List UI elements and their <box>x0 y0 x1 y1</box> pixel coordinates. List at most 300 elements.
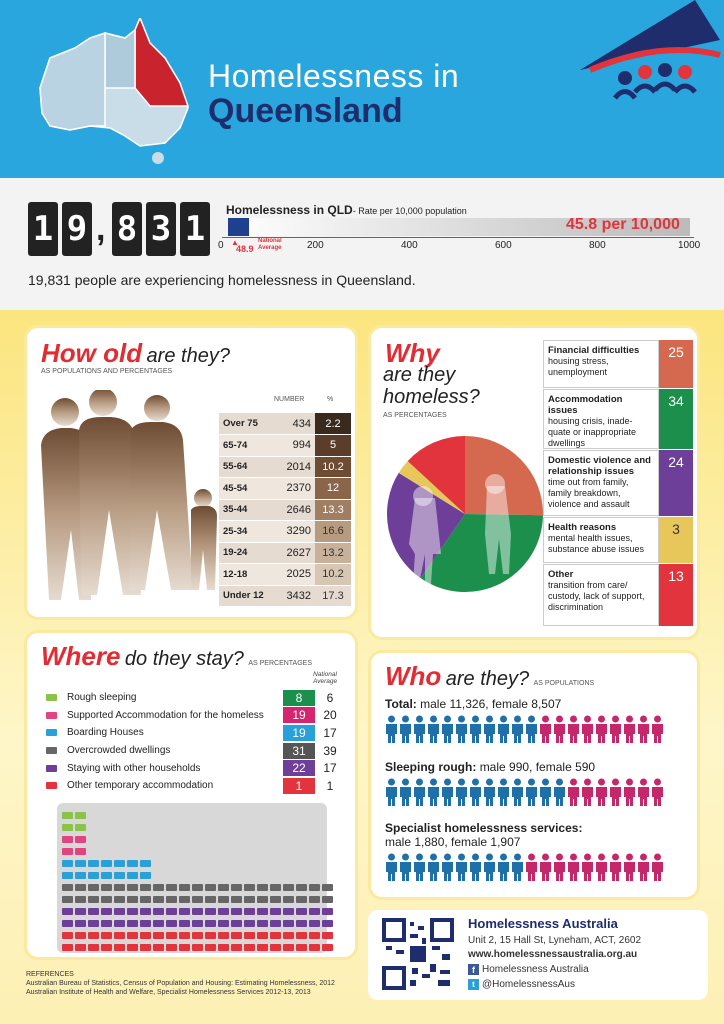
male-person-icon <box>511 778 524 806</box>
bed-icon <box>166 944 177 951</box>
bed-icon <box>244 884 255 891</box>
bed-icon <box>88 944 99 951</box>
bed-icon <box>192 896 203 903</box>
reason-row <box>543 389 693 449</box>
female-person-icon <box>623 715 636 743</box>
male-person-icon <box>497 778 510 806</box>
bed-icon <box>218 944 229 951</box>
who-group <box>385 760 695 811</box>
rate-axis <box>222 237 694 238</box>
bed-icon <box>114 884 125 891</box>
stay-value: 19 <box>283 725 315 741</box>
bed-icon <box>62 908 73 915</box>
bed-icon <box>218 932 229 939</box>
male-person-icon <box>511 715 524 743</box>
bed-icon <box>231 884 242 891</box>
stay-row <box>45 689 345 707</box>
bed-icon <box>231 932 242 939</box>
bed-icon <box>153 920 164 927</box>
bed-icon <box>192 944 203 951</box>
stay-value: 8 <box>283 690 315 706</box>
reason-title: Financial difficulties <box>548 345 640 356</box>
bed-icon <box>75 884 86 891</box>
bed-icon <box>205 932 216 939</box>
bed-icon <box>322 920 333 927</box>
bed-icon <box>309 896 320 903</box>
male-person-icon <box>385 853 398 881</box>
age-number: 2025 <box>277 564 315 586</box>
age-pct: 10.2 <box>315 456 351 478</box>
bed-icon <box>62 824 73 831</box>
beds-graphic <box>57 803 327 953</box>
bed-icon <box>101 908 112 915</box>
stay-list <box>45 689 345 795</box>
bed-icon <box>46 747 57 754</box>
bed-icon <box>140 932 151 939</box>
female-person-icon <box>539 715 552 743</box>
bed-icon <box>218 908 229 915</box>
reason-title: Other <box>548 569 574 580</box>
homelessness-australia-logo <box>570 0 724 110</box>
stay-row <box>45 777 345 795</box>
bed-icon <box>75 848 86 855</box>
bed-icon <box>88 860 99 867</box>
age-sub: AS POPULATIONS AND PERCENTAGES <box>41 368 173 375</box>
bed-icon <box>270 884 281 891</box>
bed-icon <box>88 872 99 879</box>
who-heading <box>385 661 594 692</box>
bed-icon <box>205 920 216 927</box>
female-person-icon <box>609 853 622 881</box>
stay-value: 22 <box>283 760 315 776</box>
age-row <box>219 478 351 500</box>
bed-icon <box>322 884 333 891</box>
bed-icon <box>231 896 242 903</box>
bed-row <box>61 927 323 939</box>
male-person-icon <box>413 853 426 881</box>
bed-icon <box>101 920 112 927</box>
age-heading <box>41 338 230 369</box>
reason-text <box>543 450 659 516</box>
female-person-icon <box>567 853 580 881</box>
people-row <box>385 715 695 748</box>
male-person-icon <box>455 715 468 743</box>
contact-card <box>368 910 708 1000</box>
who-label-bold: Specialist homelessness services: <box>385 821 583 835</box>
bed-icon <box>283 884 294 891</box>
rate-heading <box>226 203 467 217</box>
stay-national: 20 <box>323 708 337 723</box>
bed-icon <box>179 944 190 951</box>
age-row <box>219 456 351 478</box>
male-person-icon <box>385 778 398 806</box>
stay-sub: AS PERCENTAGES <box>248 660 313 667</box>
stay-national-2: Average <box>313 678 338 685</box>
male-person-icon <box>483 715 496 743</box>
female-person-icon <box>581 715 594 743</box>
title-line-1: Homelessness in <box>208 58 460 94</box>
rate-bar-fill <box>228 218 249 236</box>
counter-digit: 8 <box>112 202 142 256</box>
bed-icon <box>101 944 112 951</box>
male-person-icon <box>469 778 482 806</box>
bed-icon <box>62 872 73 879</box>
bed-icon <box>257 908 268 915</box>
female-person-icon <box>637 778 650 806</box>
stay-row <box>45 707 345 725</box>
bed-icon <box>257 920 268 927</box>
bed-icon <box>283 896 294 903</box>
age-pct: 10.2 <box>315 564 351 586</box>
bed-icon <box>75 872 86 879</box>
bed-icon <box>166 920 177 927</box>
male-person-icon <box>455 853 468 881</box>
bed-icon <box>309 884 320 891</box>
reason-value: 13 <box>659 564 693 626</box>
references <box>26 970 366 997</box>
bed-icon <box>218 884 229 891</box>
tick-600: 600 <box>495 240 512 251</box>
bed-icon <box>153 932 164 939</box>
stay-label: Supported Accommodation for the homeless <box>67 709 264 721</box>
bed-icon <box>62 932 73 939</box>
tick-400: 400 <box>401 240 418 251</box>
age-number: 2370 <box>277 478 315 500</box>
female-person-icon <box>595 778 608 806</box>
qr-code-icon[interactable] <box>382 918 454 990</box>
bed-icon <box>179 932 190 939</box>
bed-icon <box>322 896 333 903</box>
age-row <box>219 521 351 543</box>
bed-icon <box>46 712 57 719</box>
bed-icon <box>127 908 138 915</box>
female-person-icon <box>581 853 594 881</box>
stay-row <box>45 724 345 742</box>
australia-map <box>30 18 200 168</box>
refs-title: REFERENCES <box>26 971 74 978</box>
female-person-icon <box>567 715 580 743</box>
counter-digit: 1 <box>180 202 210 256</box>
age-heading-rest: are they? <box>146 345 230 367</box>
bed-icon <box>270 908 281 915</box>
tick-800: 800 <box>589 240 606 251</box>
female-person-icon <box>609 778 622 806</box>
female-person-icon <box>623 853 636 881</box>
who-panel <box>368 650 700 900</box>
bed-icon <box>62 836 73 843</box>
qld-rate: 45.8 per 10,000 <box>566 216 680 233</box>
bed-icon <box>114 920 125 927</box>
why-heading-rest-1: are they <box>383 364 456 386</box>
age-number: 2646 <box>277 499 315 521</box>
reason-text <box>543 389 659 449</box>
stay-national: 17 <box>323 761 337 776</box>
bed-icon <box>62 920 73 927</box>
bed-icon <box>166 932 177 939</box>
bed-icon <box>88 908 99 915</box>
age-row <box>219 435 351 457</box>
bed-icon <box>88 896 99 903</box>
facebook-icon: f <box>468 964 479 975</box>
bed-row <box>61 819 323 831</box>
who-label-bold: Sleeping rough: <box>385 760 477 774</box>
stay-national: 6 <box>326 690 334 705</box>
bed-icon <box>270 920 281 927</box>
male-person-icon <box>553 778 566 806</box>
bed-icon <box>127 932 138 939</box>
age-label: 19-24 <box>219 542 277 564</box>
bed-icon <box>270 932 281 939</box>
people-row <box>385 853 695 886</box>
bed-icon <box>296 884 307 891</box>
bed-icon <box>296 932 307 939</box>
why-heading-rest-2: homeless? <box>383 386 480 408</box>
bed-icon <box>296 908 307 915</box>
male-person-icon <box>441 853 454 881</box>
stay-label: Overcrowded dwellings <box>67 745 171 757</box>
female-person-icon <box>567 778 580 806</box>
col-number: NUMBER <box>274 396 305 403</box>
stay-national: 39 <box>323 743 337 758</box>
bed-icon <box>140 860 151 867</box>
female-person-icon <box>553 853 566 881</box>
age-pct: 2.2 <box>315 413 351 435</box>
bed-icon <box>62 944 73 951</box>
bed-icon <box>75 908 86 915</box>
male-person-icon <box>399 778 412 806</box>
bed-icon <box>270 896 281 903</box>
reason-desc: housing stress, unemployment <box>548 356 609 377</box>
footer-address: Unit 2, 15 Hall St, Lyneham, ACT, 2602 <box>468 935 642 946</box>
bed-icon <box>75 860 86 867</box>
bed-icon <box>101 896 112 903</box>
age-row <box>219 585 351 607</box>
bed-icon <box>205 944 216 951</box>
female-person-icon <box>595 853 608 881</box>
age-label: 45-54 <box>219 478 277 500</box>
female-person-icon <box>609 715 622 743</box>
reason-row <box>543 564 693 626</box>
male-person-icon <box>427 778 440 806</box>
col-pct: % <box>327 396 334 403</box>
bed-icon <box>296 944 307 951</box>
bed-icon <box>62 860 73 867</box>
bed-icon <box>322 944 333 951</box>
male-person-icon <box>497 715 510 743</box>
bed-icon <box>75 944 86 951</box>
bed-icon <box>88 920 99 927</box>
female-person-icon <box>525 853 538 881</box>
bed-icon <box>127 896 138 903</box>
female-person-icon <box>553 715 566 743</box>
footer-url[interactable]: www.homelessnessaustralia.org.au <box>468 949 638 960</box>
bed-icon <box>192 908 203 915</box>
who-heading-big: Who <box>385 661 442 691</box>
bed-row <box>61 903 323 915</box>
bed-icon <box>309 920 320 927</box>
bed-icon <box>88 932 99 939</box>
bed-icon <box>153 908 164 915</box>
bed-icon <box>257 932 268 939</box>
bed-icon <box>62 812 73 819</box>
bed-icon <box>257 896 268 903</box>
male-person-icon <box>525 778 538 806</box>
national-label-2: Average <box>258 245 282 251</box>
bed-icon <box>179 884 190 891</box>
family-silhouette <box>31 390 221 610</box>
who-groups <box>385 697 695 898</box>
age-number: 434 <box>277 413 315 435</box>
stay-label: Rough sleeping <box>67 692 137 704</box>
bed-row <box>61 879 323 891</box>
bed-icon <box>46 729 57 736</box>
bed-row <box>61 855 323 867</box>
female-person-icon <box>651 853 664 881</box>
stay-heading <box>41 641 312 672</box>
stay-row <box>45 759 345 777</box>
national-marker-icon: ▲ <box>231 238 239 247</box>
age-label: 35-44 <box>219 499 277 521</box>
bed-row <box>61 807 323 819</box>
bed-icon <box>101 860 112 867</box>
bed-icon <box>166 884 177 891</box>
age-number: 994 <box>277 435 315 457</box>
bed-icon <box>283 908 294 915</box>
bed-icon <box>218 896 229 903</box>
bed-icon <box>244 896 255 903</box>
age-number: 3432 <box>277 585 315 607</box>
twitter-link[interactable] <box>468 979 575 990</box>
who-label-text: male 990, female 590 <box>479 760 596 774</box>
bed-icon <box>244 908 255 915</box>
bed-icon <box>140 920 151 927</box>
facebook-label: Homelessness Australia <box>482 964 589 975</box>
bed-icon <box>205 884 216 891</box>
bed-icon <box>114 896 125 903</box>
who-sub: AS POPULATIONS <box>533 680 595 687</box>
age-pct: 12 <box>315 478 351 500</box>
ref-1: Australian Bureau of Statistics, Census of Population and Housing: Estimating Homelessness, 2012 <box>26 980 335 987</box>
bed-icon <box>75 896 86 903</box>
who-label <box>385 760 695 774</box>
bed-row <box>61 843 323 855</box>
male-person-icon <box>441 778 454 806</box>
male-person-icon <box>413 715 426 743</box>
bed-icon <box>127 944 138 951</box>
bed-icon <box>192 920 203 927</box>
reason-title: Accommodation issues <box>548 394 623 416</box>
age-row <box>219 413 351 435</box>
age-number: 3290 <box>277 521 315 543</box>
reason-desc: transition from care/ custody, lack of support, discrimination <box>548 580 645 612</box>
counter-digit: 1 <box>28 202 58 256</box>
male-person-icon <box>469 715 482 743</box>
bed-icon <box>62 896 73 903</box>
bed-row <box>61 939 323 951</box>
bed-icon <box>309 908 320 915</box>
bed-icon <box>46 765 57 772</box>
age-table <box>219 413 351 607</box>
who-group <box>385 821 695 886</box>
bed-icon <box>309 944 320 951</box>
reason-desc: time out from family, family breakdown, violence and assault <box>548 477 630 509</box>
counter-digit: 9 <box>62 202 92 256</box>
age-label: Under 12 <box>219 585 277 607</box>
bed-icon <box>218 920 229 927</box>
who-heading-rest: are they? <box>445 668 530 690</box>
bed-icon <box>179 896 190 903</box>
age-label: 25-34 <box>219 521 277 543</box>
bed-icon <box>231 908 242 915</box>
female-person-icon <box>651 778 664 806</box>
counter-comma: , <box>96 210 106 248</box>
male-person-icon <box>511 853 524 881</box>
summary-text: 19,831 people are experiencing homelessness in Queensland. <box>28 272 416 288</box>
bed-icon <box>114 932 125 939</box>
bed-icon <box>62 884 73 891</box>
homeless-counter <box>28 202 210 256</box>
age-label: Over 75 <box>219 413 277 435</box>
bed-icon <box>192 932 203 939</box>
who-label-text: male 11,326, female 8,507 <box>420 697 562 711</box>
age-label: 55-64 <box>219 456 277 478</box>
who-label <box>385 697 695 711</box>
reason-title: Domestic violence and relationship issues <box>548 455 651 477</box>
female-person-icon <box>651 715 664 743</box>
twitter-label: @HomelessnessAus <box>482 979 575 990</box>
tick-0: 0 <box>218 240 224 251</box>
bed-icon <box>153 884 164 891</box>
bed-icon <box>62 848 73 855</box>
who-label <box>385 821 695 849</box>
age-row <box>219 564 351 586</box>
stay-row <box>45 742 345 760</box>
reasons-list <box>543 340 693 627</box>
stay-value: 19 <box>283 707 315 723</box>
counter-digit: 3 <box>146 202 176 256</box>
bed-icon <box>205 896 216 903</box>
national-value: 48.9 <box>236 244 254 254</box>
national-label-1: National <box>258 238 282 244</box>
bed-icon <box>46 694 57 701</box>
male-person-icon <box>455 778 468 806</box>
age-pct: 13.2 <box>315 542 351 564</box>
bed-icon <box>283 920 294 927</box>
bed-icon <box>153 896 164 903</box>
footer-org: Homelessness Australia <box>468 916 618 931</box>
bed-icon <box>127 884 138 891</box>
bed-icon <box>257 944 268 951</box>
ref-2: Australian Institute of Health and Welfare, Specialist Homelessness Services 2012-13, 2013 <box>26 989 311 996</box>
bed-icon <box>140 896 151 903</box>
bed-row <box>61 831 323 843</box>
bed-icon <box>322 932 333 939</box>
bed-icon <box>88 884 99 891</box>
male-person-icon <box>427 853 440 881</box>
bed-icon <box>101 884 112 891</box>
stay-national: 17 <box>323 725 337 740</box>
reasons-pie-chart <box>385 434 545 594</box>
male-person-icon <box>483 778 496 806</box>
female-person-icon <box>539 853 552 881</box>
age-number: 2014 <box>277 456 315 478</box>
bed-icon <box>244 932 255 939</box>
bed-icon <box>127 920 138 927</box>
reason-title: Health reasons <box>548 522 617 533</box>
male-person-icon <box>497 853 510 881</box>
facebook-link[interactable] <box>468 964 589 975</box>
bed-icon <box>309 932 320 939</box>
